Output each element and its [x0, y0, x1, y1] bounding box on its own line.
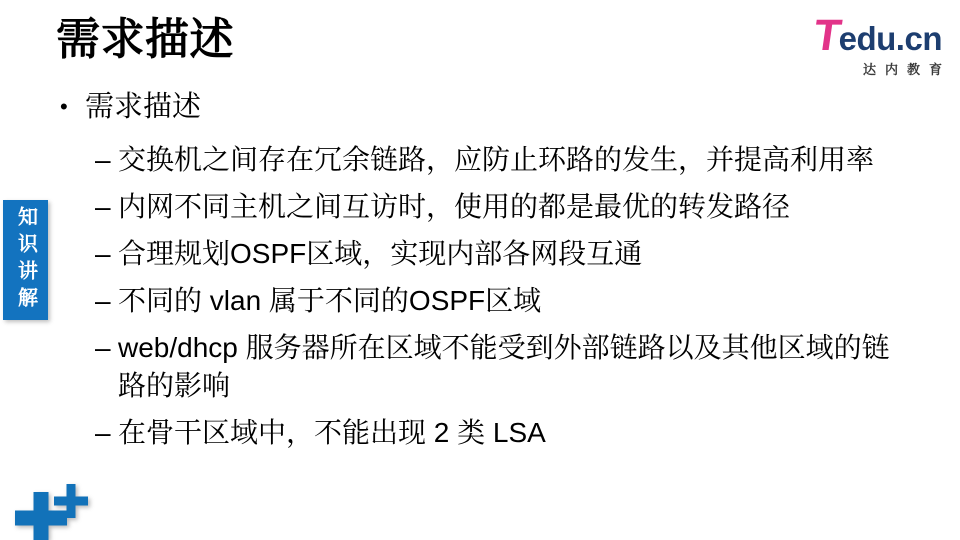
brand-tagline: 达内教育	[862, 62, 951, 77]
list-item	[95, 141, 890, 179]
brand-logo-domain: edu.cn	[838, 20, 942, 57]
brand-logo	[796, 11, 951, 78]
dash-marker-icon: –	[95, 332, 111, 363]
list-item-text: 合理规划OSPF区域，实现内部各网段互通	[118, 238, 643, 269]
sub-bullet-list	[95, 141, 890, 452]
list-item-text: 内网不同主机之间互访时，使用的都是最优的转发路径	[118, 191, 791, 222]
brand-logo-text	[810, 11, 942, 60]
slide-body	[60, 87, 890, 461]
bullet-dot-icon: •	[60, 94, 68, 119]
list-item-text: web/dhcp 服务器所在区域不能受到外部链路以及其他区域的链路的影响	[118, 332, 890, 401]
list-item	[95, 282, 890, 320]
plus-decoration-icon	[8, 478, 96, 540]
list-item	[95, 235, 890, 273]
list-item	[95, 188, 890, 226]
dash-marker-icon: –	[95, 238, 111, 269]
page-title: 需求描述	[56, 15, 234, 64]
list-item	[95, 329, 890, 405]
main-bullet-line	[60, 87, 890, 127]
list-item-text: 不同的 vlan 属于不同的OSPF区域	[118, 285, 542, 316]
list-item-text: 在骨干区域中，不能出现 2 类 LSA	[118, 417, 546, 448]
list-item-text: 交换机之间存在冗余链路，应防止环路的发生，并提高利用率	[118, 144, 875, 175]
dash-marker-icon: –	[95, 144, 111, 175]
brand-logo-letter-t: T	[810, 11, 845, 60]
side-tab-knowledge	[3, 200, 48, 320]
main-bullet-text: 需求描述	[85, 91, 202, 123]
dash-marker-icon: –	[95, 285, 111, 316]
dash-marker-icon: –	[95, 191, 111, 222]
list-item	[95, 414, 890, 452]
side-tab-label: 知识讲解	[14, 206, 37, 314]
dash-marker-icon: –	[95, 417, 111, 448]
